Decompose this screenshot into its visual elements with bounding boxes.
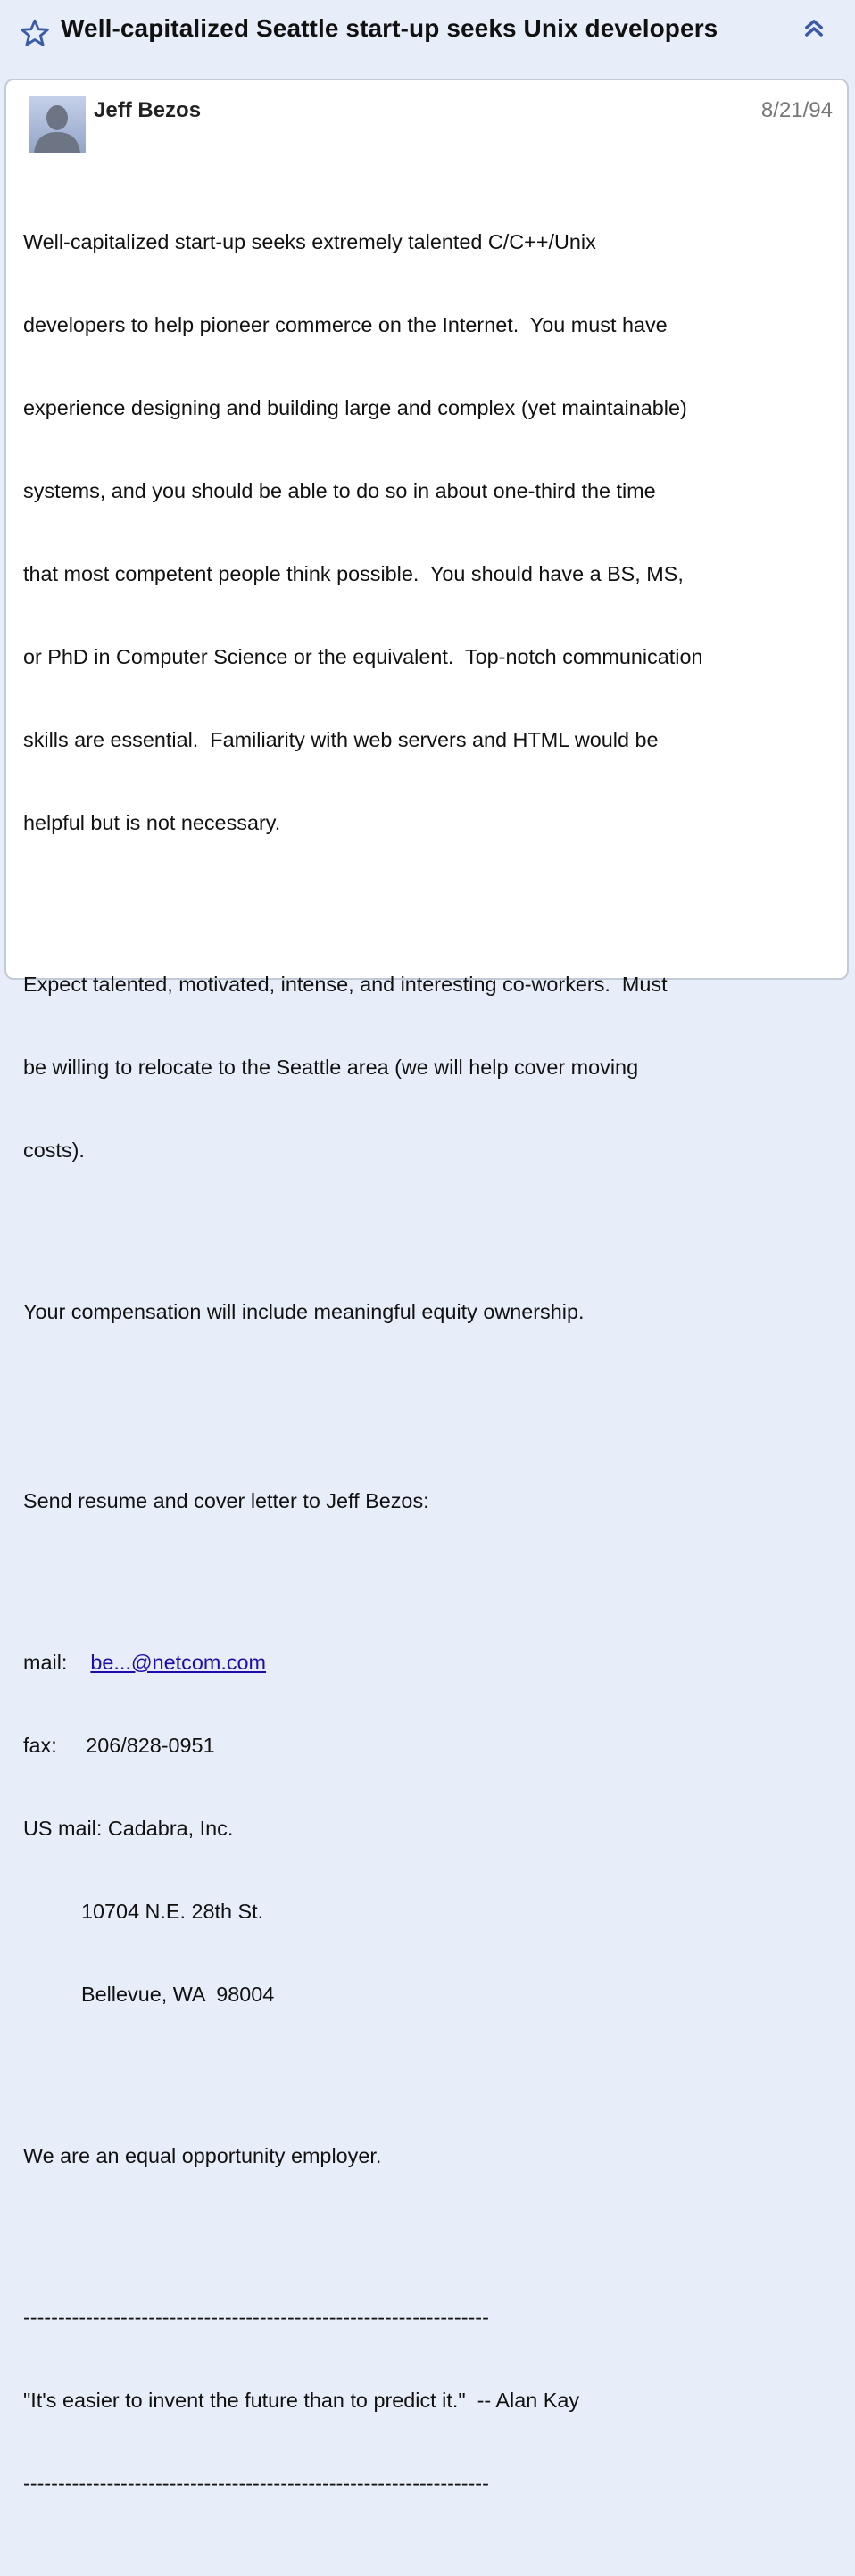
avatar[interactable] (29, 96, 86, 153)
mail-line (23, 1649, 835, 1677)
body-line: experience designing and building large and complex (yet maintainable) (23, 396, 687, 419)
star-icon[interactable] (20, 18, 50, 48)
body-line: developers to help pioneer commerce on the Internet. You must have (23, 313, 668, 336)
body-line: be willing to relocate to the Seattle area (we will help cover moving (23, 1056, 639, 1079)
body-line: skills are essential. Familiarity with web servers and HTML would be (23, 728, 659, 751)
address-city: Bellevue, WA 98004 (81, 1983, 275, 2006)
post-date: 8/21/94 (760, 98, 833, 122)
fax-label: fax: (23, 1734, 57, 1757)
paragraph-compensation (23, 1243, 835, 1381)
signature-quote: "It's easier to invent the future than to predict it." -- Alan Kay (23, 2389, 580, 2412)
paragraph-intro (23, 173, 835, 892)
author-name[interactable]: Jeff Bezos (94, 98, 202, 122)
message-card (4, 79, 849, 2495)
us-mail-line (23, 1815, 835, 1843)
eoe-line: We are an equal opportunity employer. (23, 2144, 382, 2167)
fax-line (23, 1732, 835, 1760)
message-body (23, 173, 835, 2576)
fax-number: 206/828-0951 (86, 1734, 215, 1757)
body-line: costs). (23, 1139, 85, 1162)
paragraph-coworkers (23, 915, 835, 1220)
paragraph-send-resume (23, 1432, 835, 1570)
address-line (23, 1981, 835, 2009)
collapse-thread-icon[interactable] (801, 16, 826, 41)
body-line: or PhD in Computer Science or the equivalent. Top-notch communication (23, 645, 703, 668)
body-line: systems, and you should be able to do so in about one-third the time (23, 479, 656, 502)
address-street: 10704 N.E. 28th St. (81, 1900, 264, 1923)
body-line: Your compensation will include meaningful equity ownership. (23, 1300, 585, 1323)
thread-header (0, 0, 855, 77)
signature-divider: ------------------------------------------------------------------- (23, 2306, 489, 2329)
signature (23, 2249, 835, 2553)
thread-title: Well-capitalized Seattle start-up seeks Unix developers (61, 14, 718, 42)
company-name: Cadabra, Inc. (107, 1817, 234, 1840)
email-link[interactable]: be...@netcom.com (90, 1651, 267, 1674)
signature-divider: ------------------------------------------------------------------- (23, 2472, 489, 2495)
send-resume-line: Send resume and cover letter to Jeff Bezos: (23, 1489, 429, 1512)
body-line: that most competent people think possible. You should have a BS, MS, (23, 562, 684, 585)
contact-block (23, 1594, 835, 2064)
body-line: Expect talented, motivated, intense, and interesting co-workers. Must (23, 973, 668, 996)
address-line (23, 1898, 835, 1926)
mail-label: mail: (23, 1651, 68, 1674)
body-line: Well-capitalized start-up seeks extremely talented C/C++/Unix (23, 230, 596, 253)
paragraph-eoe (23, 2087, 835, 2225)
default-avatar-icon (29, 96, 86, 153)
us-mail-label: US mail: (23, 1817, 103, 1840)
body-line: helpful but is not necessary. (23, 811, 281, 834)
